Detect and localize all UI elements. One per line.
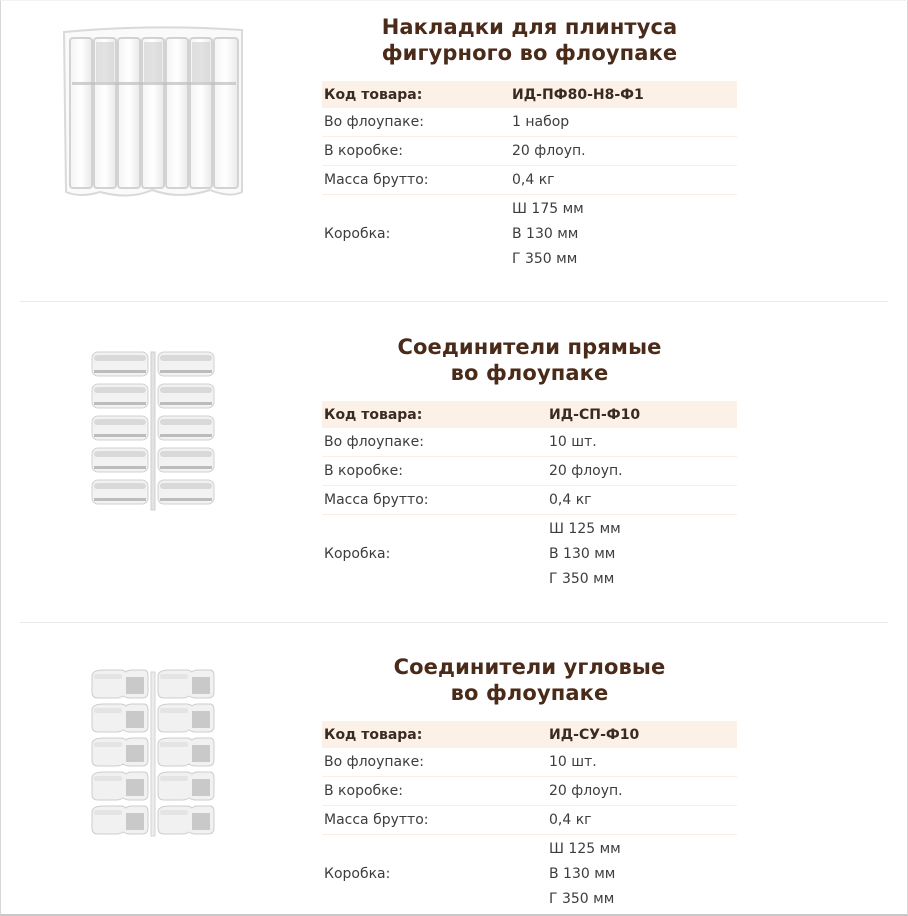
spec-row-gross-weight	[322, 806, 737, 835]
spec-label: В коробке:	[322, 777, 547, 806]
spec-label: Во флоупаке:	[322, 748, 547, 777]
spec-row-per-box	[322, 457, 737, 486]
box-depth: Г 350 мм	[512, 251, 578, 267]
spec-value: 10 шт.	[547, 428, 737, 457]
spec-label: Код товара:	[322, 81, 510, 108]
spec-row-box	[322, 515, 737, 593]
box-width: Ш 125 мм	[549, 521, 621, 537]
box-depth: Г 350 мм	[549, 571, 615, 587]
spec-label: Коробка:	[324, 225, 391, 242]
spec-value: 0,4 кг	[547, 486, 737, 515]
spec-value: 10 шт.	[547, 748, 737, 777]
product-specs-table	[322, 721, 737, 912]
spec-label: Коробка:	[324, 545, 391, 562]
box-height: В 130 мм	[512, 226, 579, 242]
spec-row-per-box	[322, 777, 737, 806]
spec-value: 0,4 кг	[547, 806, 737, 835]
product-title	[322, 654, 737, 706]
spec-value: 20 флоуп.	[547, 777, 737, 806]
spec-label: Во флоупаке:	[322, 428, 547, 457]
spec-value: 1 набор	[510, 108, 737, 137]
spec-row-code	[322, 401, 737, 428]
spec-row-code	[322, 721, 737, 748]
spec-label: В коробке:	[322, 457, 547, 486]
spec-label: Масса брутто:	[322, 486, 547, 515]
product-title-line: фигурного во флоупаке	[381, 41, 678, 65]
product-specs-table	[322, 401, 737, 592]
spec-row-per-pack	[322, 428, 737, 457]
flowpack-corner-connectors-image	[90, 668, 216, 840]
product-title	[322, 334, 737, 386]
spec-label: В коробке:	[322, 137, 510, 166]
box-height: В 130 мм	[549, 546, 616, 562]
spec-value: ИД-СП-Ф10	[547, 401, 737, 428]
product-title-line: во флоупаке	[450, 361, 609, 385]
spec-value: 20 флоуп.	[547, 457, 737, 486]
spec-label: Масса брутто:	[322, 166, 510, 195]
product-info	[322, 334, 737, 592]
spec-label: Код товара:	[322, 401, 547, 428]
spec-label: Коробка:	[324, 865, 391, 882]
box-width: Ш 175 мм	[512, 201, 584, 217]
spec-value	[547, 835, 737, 913]
box-depth: Г 350 мм	[549, 891, 615, 907]
spec-row-per-pack	[322, 748, 737, 777]
spec-row-gross-weight	[322, 486, 737, 515]
spec-label: Масса брутто:	[322, 806, 547, 835]
spec-value: 20 флоуп.	[510, 137, 737, 166]
product-info	[322, 654, 737, 912]
product-title-line: во флоупаке	[450, 681, 609, 705]
product-title-line: Соединители прямые	[397, 335, 662, 359]
spec-row-box	[322, 835, 737, 913]
spec-label: Во флоупаке:	[322, 108, 510, 137]
spec-value: ИД-ПФ80-Н8-Ф1	[510, 81, 737, 108]
box-width: Ш 125 мм	[549, 841, 621, 857]
spec-value: ИД-СУ-Ф10	[547, 721, 737, 748]
product-title-line: Соединители угловые	[393, 655, 666, 679]
section-divider	[20, 622, 888, 623]
flowpack-straight-connectors-image	[90, 350, 216, 512]
spec-value: 0,4 кг	[510, 166, 737, 195]
product-title-line: Накладки для плинтуса	[381, 15, 678, 39]
spec-label: Код товара:	[322, 721, 547, 748]
box-height: В 130 мм	[549, 866, 616, 882]
spec-value	[547, 515, 737, 593]
